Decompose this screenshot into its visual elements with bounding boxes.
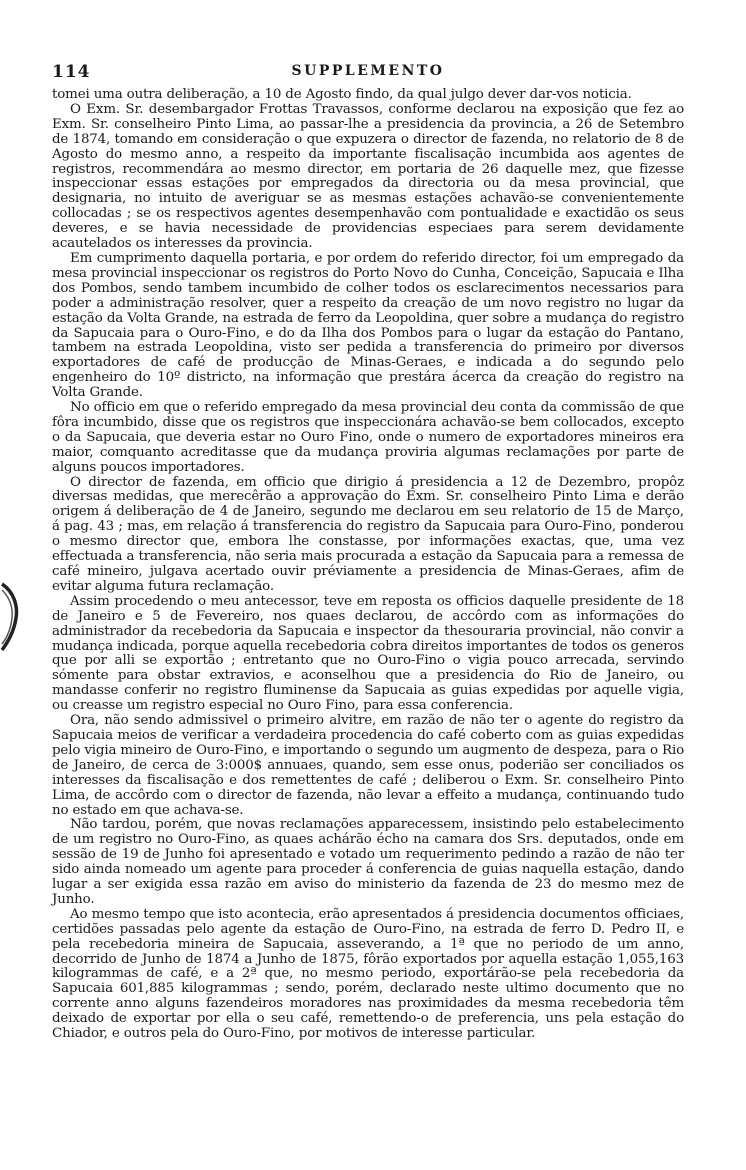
paragraph: Assim procedendo o meu antecessor, teve em reposta os officios daquelle presidente de 18 de Janeiro e 5 de Fevereiro, nos quaes declarou, de accôrdo com as informações do administrador da recebedoria da Sapucaia e inspector da thesouraria provincial, não convir a mudança indicada, porque aquella recebedoria cobra direitos importantes de todos os generos que por alli se exportão ; entretanto que no Ouro-Fino o vigia pouco arrecada, servindo sómente para obstar extravios, e aconselhou que a presidencia do Rio de Janeiro, ou mandasse conferir no registro fluminense da Sapucaia as guias expedidas por aquelle vigia, ou creasse um registro especial no Ouro Fino, para essa conferencia. bbox=[52, 593, 684, 714]
paragraph: O director de fazenda, em officio que dirigio á presidencia a 12 de Dezembro, propôz diversas medidas, que merecêrão a approvação do Exm. Sr. conselheiro Pinto Lima e derão origem á deliberação de 4 de Janeiro, segundo me declarou em seu relatorio de 15 de Março, á pag. 43 ; mas, em relação á transferencia do registro da Sapucaia para Ouro-Fino, ponderou o mesmo director que, embora lhe constasse, por informações exactas, que, uma vez effectuada a transferencia, não seria mais procurada a estação da Sapucaia para a remessa de café mineiro, julgava acertado ouvir préviamente a presidencia de Minas-Geraes, afim de evitar alguma futura reclamação. bbox=[52, 474, 684, 594]
page bbox=[52, 62, 684, 1042]
paragraph: Em cumprimento daquella portaria, e por ordem do referido director, foi um empregado da mesa provincial inspeccionar os registros do Porto Novo do Cunha, Conceição, Sapucaia e Ilha dos Pombos, sendo tambem incumbido de colher todos os esclarecimentos necessarios para poder a administração resolver, quer a respeito da creação de um novo registro no lugar da estação da Volta Grande, na estrada de ferro da Leopoldina, quer sobre a mudança do registro da Sapucaia para o Ouro-Fino, e do da Ilha dos Pombos para o lugar da estação do Pantano, tambem na estrada Leopoldina, visto ser pedida a transferencia do primeiro por diversos exportadores de café de producção de Minas-Geraes, e indicada a do segundo pelo engenheiro do 10º districto, na informação que prestára ácerca da creação do registro na Volta Grande. bbox=[52, 250, 684, 401]
paragraph: No officio em que o referido empregado da mesa provincial deu conta da commissão de que fôra incumbido, disse que os registros que inspeccionára achavão-se bem collocados, excepto o da Sapucaia, que deveria estar no Ouro Fino, onde o numero de exportadores mineiros era maior, comquanto acreditasse que da mudança proviria algumas reclamações por parte de alguns poucos importadores. bbox=[52, 400, 684, 475]
paragraph: Não tardou, porém, que novas reclamações apparecessem, insistindo pelo estabelecimento de um registro no Ouro-Fino, as quaes achárão écho na camara dos Srs. deputados, onde em sessão de 19 de Junho foi apresentado e votado um requerimento pedindo a razão de não ter sido ainda nomeado um agente para proceder á conferencia de guias naquella estação, dando lugar a ser exigida essa razão em aviso do ministerio da fazenda de 23 do mesmo mez de Junho. bbox=[52, 817, 684, 907]
paragraph: Ao mesmo tempo que isto acontecia, erão apresentados á presidencia documentos officiaes, certidões passadas pelo agente da estação de Ouro-Fino, na estrada de ferro D. Pedro II, e pela recebedoria mineira de Sapucaia, asseverando, a 1ª que no periodo de um anno, decorrido de Junho de 1874 a Junho de 1875, fôrão exportados por aquella estação 1,055,163 kilogrammas de café, e a 2ª que, no mesmo periodo, exportárão-se pela recebedoria da Sapucaia 601,885 kilogrammas ; sendo, porém, declarado neste ultimo documento que no corrente anno alguns fazendeiros moradores nas proximidades da mesma recebedoria têm deixado de exportar por ella o seu café, remettendo-o de preferencia, uns pela estação do Chiador, e outros pela do Ouro-Fino, por motivos de interesse particular. bbox=[52, 906, 684, 1042]
paragraph: Ora, não sendo admissivel o primeiro alvitre, em razão de não ter o agente do registro da Sapucaia meios de verificar a verdadeira procedencia do café coberto com as guias expedidas pelo vigia mineiro de Ouro-Fino, e importando o segundo um augmento de despeza, para o Rio de Janeiro, de cerca de 3:000$ annuaes, quando, sem esse onus, poderião ser conciliados os interesses da fiscalisação e dos remettentes de café ; deliberou o Exm. Sr. conselheiro Pinto Lima, de accôrdo com o director de fazenda, não levar a effeito a mudança, continuando tudo no estado em que achava-se. bbox=[52, 713, 684, 818]
page-header bbox=[52, 62, 684, 84]
binding-mark-icon bbox=[0, 582, 22, 652]
body-text bbox=[52, 88, 684, 1042]
paragraph: O Exm. Sr. desembargador Frottas Travassos, conforme declarou na exposição que fez ao Exm. Sr. conselheiro Pinto Lima, ao passar-lhe a presidencia da provincia, a 26 de Setembro de 1874, tomando em consideração o que expuzera o director de fazenda, no relatorio de 8 de Agosto do mesmo anno, a respeito da importante fiscalisação incumbida aos agentes de registros, recommendára ao mesmo director, em portaria de 26 daquelle mez, que fizesse inspeccionar essas estações por empregados da directoria ou da mesa provincial, que designaria, no intuito de averiguar se as mesmas estações achavão-se convenientemente collocadas ; se os respectivos agentes desempenhavão com pontualidade e exactidão os seus deveres, e se havia necessidade de providencias especiaes para serem devidamente acautelados os interesses da provincia. bbox=[52, 101, 684, 252]
paragraph: tomei uma outra deliberação, a 10 de Agosto findo, da qual julgo dever dar-vos noticia. bbox=[52, 87, 632, 102]
running-head: SUPPLEMENTO bbox=[291, 63, 445, 79]
page-number: 114 bbox=[52, 62, 91, 82]
